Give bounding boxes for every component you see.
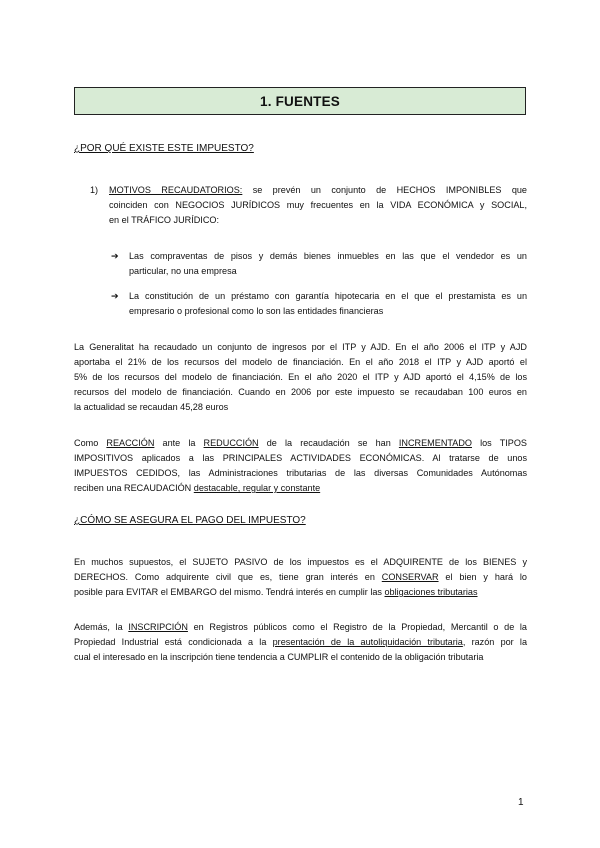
paragraph-line: IMPUESTOS CEDIDOS, las Administraciones tributarias de las diversas Comunidades Autónomas — [74, 468, 527, 478]
arrow-right-icon: ➔ — [111, 291, 119, 301]
paragraph-sujeto-pasivo — [74, 555, 527, 600]
paragraph-line: cual el interesado en la inscripción tiene tendencia a CUMPLIR el contenido de la obligación tributaria — [74, 652, 484, 662]
item-line-2: coinciden con NEGOCIOS JURÍDICOS muy frecuentes en la VIDA ECONÓMICA y SOCIAL, — [109, 200, 527, 210]
section-title: 1. FUENTES — [259, 93, 340, 109]
paragraph-line: la actualidad se recaudan 45,28 euros — [74, 402, 229, 412]
paragraph-line: DERECHOS. Como adquirente civil que es, tiene gran interés en CONSERVAR el bien y hará lo — [74, 572, 527, 582]
item-line-3: en el TRÁFICO JURÍDICO: — [109, 215, 219, 225]
paragraph-line: aportaba el 21% de los recursos del modelo de financiación. En el año 2018 el ITP y AJD aportó el — [74, 357, 527, 367]
paragraph-line: 5% de los recursos del modelo de financiación. En el año 2020 el ITP y AJD aportó el 4,15% de los — [74, 372, 527, 382]
item-line-1: MOTIVOS RECAUDATORIOS: se prevén un conjunto de HECHOS IMPONIBLES que — [109, 185, 527, 195]
paragraph-line: Propiedad Industrial está condicionada a la presentación de la autoliquidación tributaria, razón por la — [74, 637, 528, 647]
arrow-right-icon: ➔ — [111, 251, 119, 261]
paragraph-line: posible para EVITAR el EMBARGO del mismo. Tendrá interés en cumplir las obligaciones tributarias — [74, 587, 478, 597]
paragraph-line: En muchos supuestos, el SUJETO PASIVO de los impuestos es el ADQUIRENTE de los BIENES y — [74, 557, 527, 567]
bullet-body — [129, 289, 527, 319]
paragraph-reaccion — [74, 436, 527, 496]
paragraph-recaudacion — [74, 340, 527, 415]
bullet-line-2: empresario o profesional como lo son las entidades financieras — [129, 306, 384, 316]
page-number: 1 — [518, 797, 524, 808]
section-title-box — [74, 87, 526, 115]
bullet-line-2: particular, no una empresa — [129, 266, 237, 276]
paragraph-line: reciben una RECAUDACIÓN destacable, regular y constante — [74, 483, 321, 493]
paragraph-line: Como REACCIÓN ante la REDUCCIÓN de la recaudación se han INCREMENTADO los TIPOS — [74, 438, 527, 448]
paragraph-line: IMPOSITIVOS aplicados a las PRINCIPALES ACTIVIDADES ECONÓMICAS. Al tratarse de unos — [74, 453, 527, 463]
bullet-line-1: Las compraventas de pisos y demás bienes inmuebles en las que el vendedor es un — [129, 251, 527, 261]
question-why-tax: ¿POR QUÉ EXISTE ESTE IMPUESTO? — [74, 143, 254, 154]
paragraph-line: Además, la INSCRIPCIÓN en Registros públicos como el Registro de la Propiedad, Mercantil o de la — [74, 622, 527, 632]
item-body — [109, 183, 527, 228]
paragraph-inscripcion — [74, 620, 527, 665]
item-heading: MOTIVOS RECAUDATORIOS: — [109, 185, 243, 195]
item-number: 1) — [90, 185, 99, 195]
paragraph-line: La Generalitat ha recaudado un conjunto de ingresos por el ITP y AJD. En el año 2006 el ITP y AJD — [74, 342, 527, 352]
bullet-line-1: La constitución de un préstamo con garantía hipotecaria en el que el prestamista es un — [129, 291, 527, 301]
question-how-ensure: ¿CÓMO SE ASEGURA EL PAGO DEL IMPUESTO? — [74, 515, 306, 526]
bullet-body — [129, 249, 527, 279]
paragraph-line: recursos del modelo de financiación. Cuando en 2006 por este impuesto se recaudaban 100 euros en — [74, 387, 527, 397]
